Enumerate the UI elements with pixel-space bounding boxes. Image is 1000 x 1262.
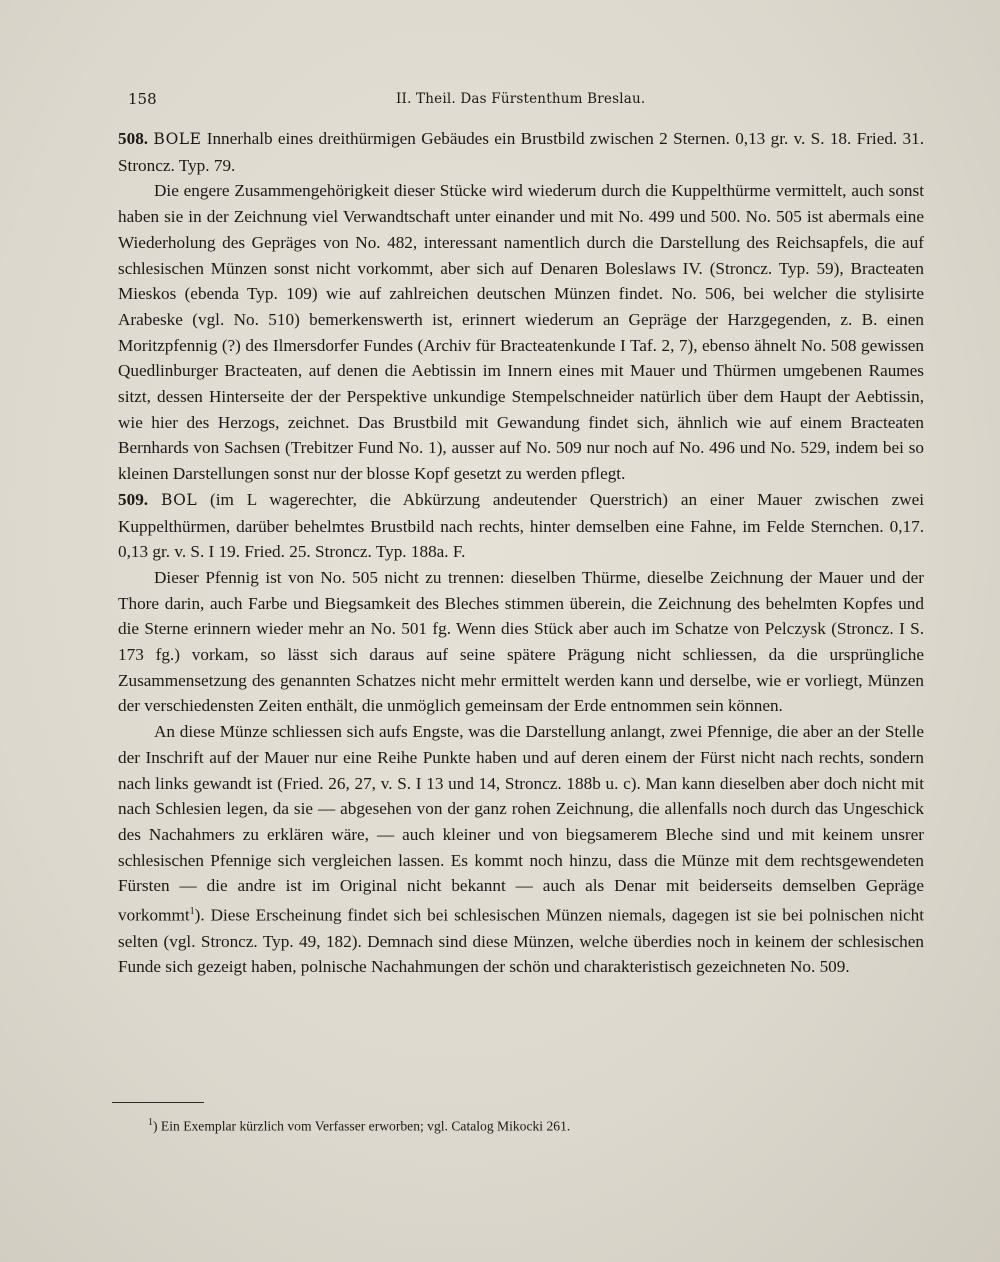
- footnote-reference: 1: [189, 906, 195, 918]
- footnote-mark: 1: [148, 1117, 153, 1128]
- paragraph-text: An diese Münze schliessen sich aufs Engste, was die Darstellung anlangt, zwei Pfennige, die aber an der Stelle der Inschrift auf der Mauer nur eine Reihe Punkte haben und auf deren einem der Fürst nicht nach rechts, sondern nach links gewandt ist (Fried. 26, 27, v. S. I 13 und 14, Stroncz. 188b u. c). Man kann dieselben aber doch nicht mit nach Schlesien legen, da sie — abgesehen von der ganz rohen Zeichnung, die allenfalls noch durch das Ungeschick des Nachahmers zu erklären wäre, — auch kleiner und von biegsamerem Bleche sind und mit keinem unsrer schlesischen Pfennige sich vergleichen lassen. Es kommt noch hinzu, dass die Münze mit dem rechtsgewendeten Fürsten — die andre ist im Original nicht bekannt — auch als Denar mit beiderseits demselben Gepräge vorkommt: [118, 722, 924, 925]
- catalog-entry-508: [118, 126, 924, 178]
- commentary-paragraph-3: [118, 719, 924, 980]
- running-title: II. Theil. Das Fürstenthum Breslau.: [396, 91, 646, 107]
- entry-number: 508.: [118, 129, 149, 148]
- entry-description: (im L wagerechter, die Abkürzung andeutender Querstrich) an einer Mauer zwischen zwei Kuppelthürmen, darüber behelmtes Brustbild nach rechts, hinter demselben eine Fahne, im Felde Sternchen. 0,17. 0,13 gr. v. S. I 19. Fried. 25. Stroncz. Typ. 188a. F.: [118, 489, 925, 562]
- entry-description: Innerhalb eines dreithürmigen Gebäudes ein Brustbild zwischen 2 Sternen. 0,13 gr. v. S. 18. Fried. 31. Stroncz. Typ. 79.: [118, 129, 925, 175]
- catalog-entry-509: [118, 487, 924, 565]
- page-header: [128, 90, 908, 110]
- commentary-paragraph-1: Die engere Zusammengehörigkeit dieser Stücke wird wiederum durch die Kuppelthürme vermittelt, auch sonst haben sie in der Zeichnung viel Verwandtschaft unter einander und mit No. 499 und 500. No. 505 ist abermals eine Wiederholung des Gepräges von No. 482, interessant namentlich durch die Darstellung des Reichsapfels, die auf schlesischen Münzen sonst nicht vorkommt, aber sich auf Denaren Boleslaws IV. (Stroncz. Typ. 59), Bracteaten Mieskos (ebenda Typ. 109) wie auf zahlreichen deutschen Münzen findet. No. 506, bei welcher die stylisirte Arabeske (vgl. No. 510) bemerkenswerth ist, erinnert wiederum an Gepräge der Harzgegenden, z. B. einen Moritzpfennig (?) des Ilmersdorfer Fundes (Archiv für Bracteatenkunde I Taf. 2, 7), ebenso ähnelt No. 508 gewissen Quedlinburger Bracteaten, auf denen die Aebtissin im Innern eines mit Mauer und Thürmen umgebenen Raumes sitzt, dessen Hinterseite der der Perspektive unkundige Stempelschneider natürlich über dem Haupt der Aebtissin, wie hier des Herzogs, zeichnet. Das Brustbild mit Gewandung findet sich, ähnlich wie auf einem Bracteaten Bernhards von Sachsen (Trebitzer Fund No. 1), ausser auf No. 509 nur noch auf No. 496 und No. 529, indem bei so kleinen Darstellungen sonst nur der blosse Kopf gesetzt zu werden pflegt.: [118, 181, 924, 484]
- commentary-paragraph-2: Dieser Pfennig ist von No. 505 nicht zu trennen: dieselben Thürme, dieselbe Zeichnung der Mauer und der Thore darin, auch Farbe und Biegsamkeit des Bleches stimmen überein, die Zeichnung des behelmten Kopfes und die Sterne erinnern wieder mehr an No. 501 fg. Wenn dies Stück aber auch im Schatze von Pelczysk (Stroncz. I S. 173 fg.) vorkam, so lässt sich daraus auf seine spätere Prägung nicht schliessen, da die ursprüngliche Zusammensetzung des genannten Schatzes nicht mehr ermittelt werden kann und derselbe, wie er vorliegt, Münzen der verschiedensten Zeiten enthält, die unmöglich gemeinsam der Erde entnommen sein können.: [118, 567, 924, 716]
- page-body: [118, 126, 924, 980]
- coin-legend: BOLE: [153, 130, 202, 148]
- page-number: 158: [128, 90, 157, 108]
- footnote: [148, 1114, 848, 1136]
- coin-legend: BOL: [160, 490, 198, 509]
- entry-number: 509.: [118, 489, 149, 509]
- paragraph-text: ). Diese Erscheinung findet sich bei schlesischen Münzen niemals, dagegen ist sie bei polnischen nicht selten (vgl. Stroncz. Typ. 49, 182). Demnach sind diese Münzen, welche überdies noch in keinem der schlesischen Funde sich gezeigt haben, polnische Nachahmungen der schön und charakteristisch gezeichneten No. 509.: [118, 905, 924, 977]
- footnote-rule: [112, 1102, 204, 1103]
- footnote-text: ) Ein Exemplar kürzlich vom Verfasser erworben; vgl. Catalog Mikocki 261.: [153, 1118, 571, 1134]
